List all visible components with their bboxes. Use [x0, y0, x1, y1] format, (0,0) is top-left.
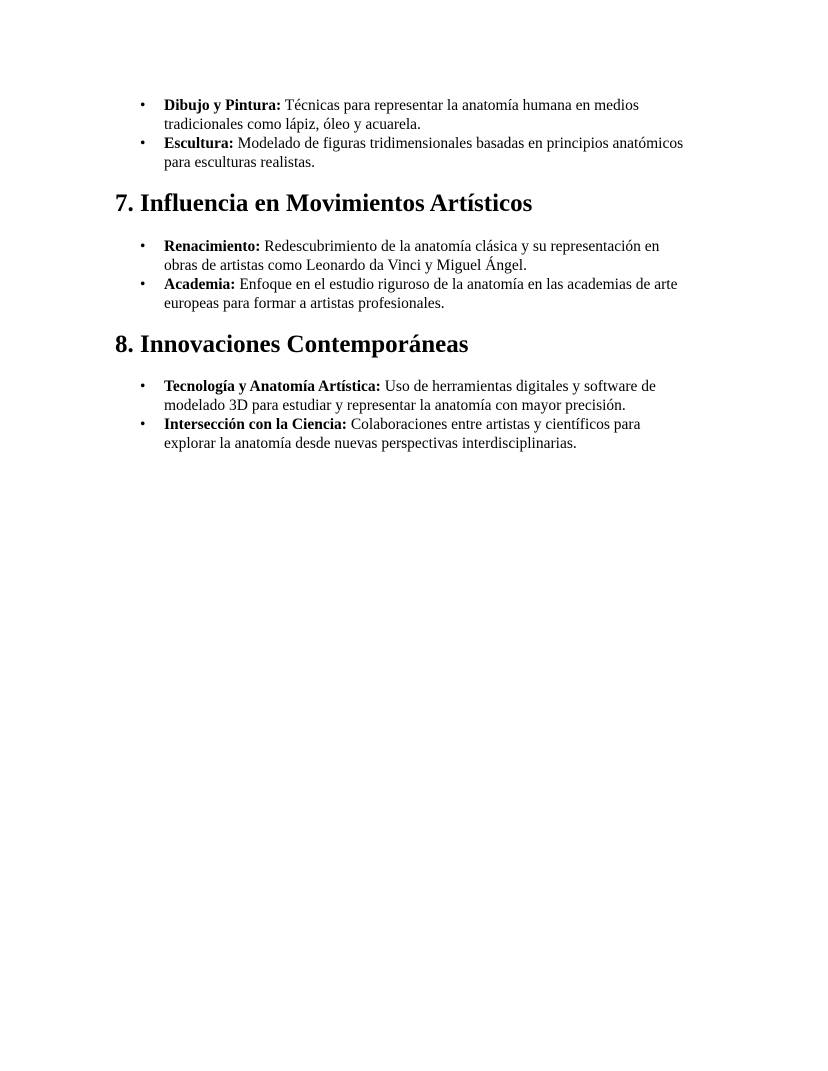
item-term: Tecnología y Anatomía Artística: — [164, 378, 381, 395]
item-term: Dibujo y Pintura: — [164, 97, 282, 114]
bullet-icon: • — [140, 378, 146, 395]
bullet-list-art-media — [138, 96, 718, 172]
bullet-list-contemporary-innovations — [138, 377, 718, 453]
section-heading-8: 8. Innovaciones Contemporáneas — [115, 331, 469, 358]
item-term: Renacimiento: — [164, 238, 261, 255]
item-term: Intersección con la Ciencia: — [164, 416, 347, 433]
item-text: Uso de herramientas digitales y software de — [380, 378, 656, 395]
item-text-continued: europeas para formar a artistas profesionales. — [164, 295, 445, 312]
item-text-continued: para esculturas realistas. — [164, 154, 316, 171]
list-item — [138, 96, 718, 134]
bullet-icon: • — [140, 238, 146, 255]
section-heading-7: 7. Influencia en Movimientos Artísticos — [115, 190, 533, 217]
item-text-continued: obras de artistas como Leonardo da Vinci y Miguel Ángel. — [164, 257, 527, 274]
item-text: Modelado de figuras tridimensionales basadas en principios anatómicos — [233, 135, 684, 152]
bullet-list-art-movements — [138, 237, 718, 313]
item-text: Enfoque en el estudio riguroso de la anatomía en las academias de arte — [235, 276, 678, 293]
bullet-icon: • — [140, 276, 146, 293]
item-term: Academia: — [164, 276, 236, 293]
item-text-continued: modelado 3D para estudiar y representar la anatomía con mayor precisión. — [164, 397, 626, 414]
bullet-icon: • — [140, 97, 146, 114]
list-item — [138, 134, 718, 172]
item-term: Escultura: — [164, 135, 234, 152]
list-item — [138, 275, 718, 313]
bullet-icon: • — [140, 416, 146, 433]
bullet-icon: • — [140, 135, 146, 152]
item-text: Técnicas para representar la anatomía humana en medios — [281, 97, 639, 114]
list-item — [138, 377, 718, 415]
item-text: Redescubrimiento de la anatomía clásica y su representación en — [260, 238, 660, 255]
list-item — [138, 237, 718, 275]
list-item — [138, 415, 718, 453]
item-text-continued: tradicionales como lápiz, óleo y acuarela. — [164, 116, 421, 133]
item-text-continued: explorar la anatomía desde nuevas perspectivas interdisciplinarias. — [164, 435, 577, 452]
item-text: Colaboraciones entre artistas y científicos para — [346, 416, 641, 433]
